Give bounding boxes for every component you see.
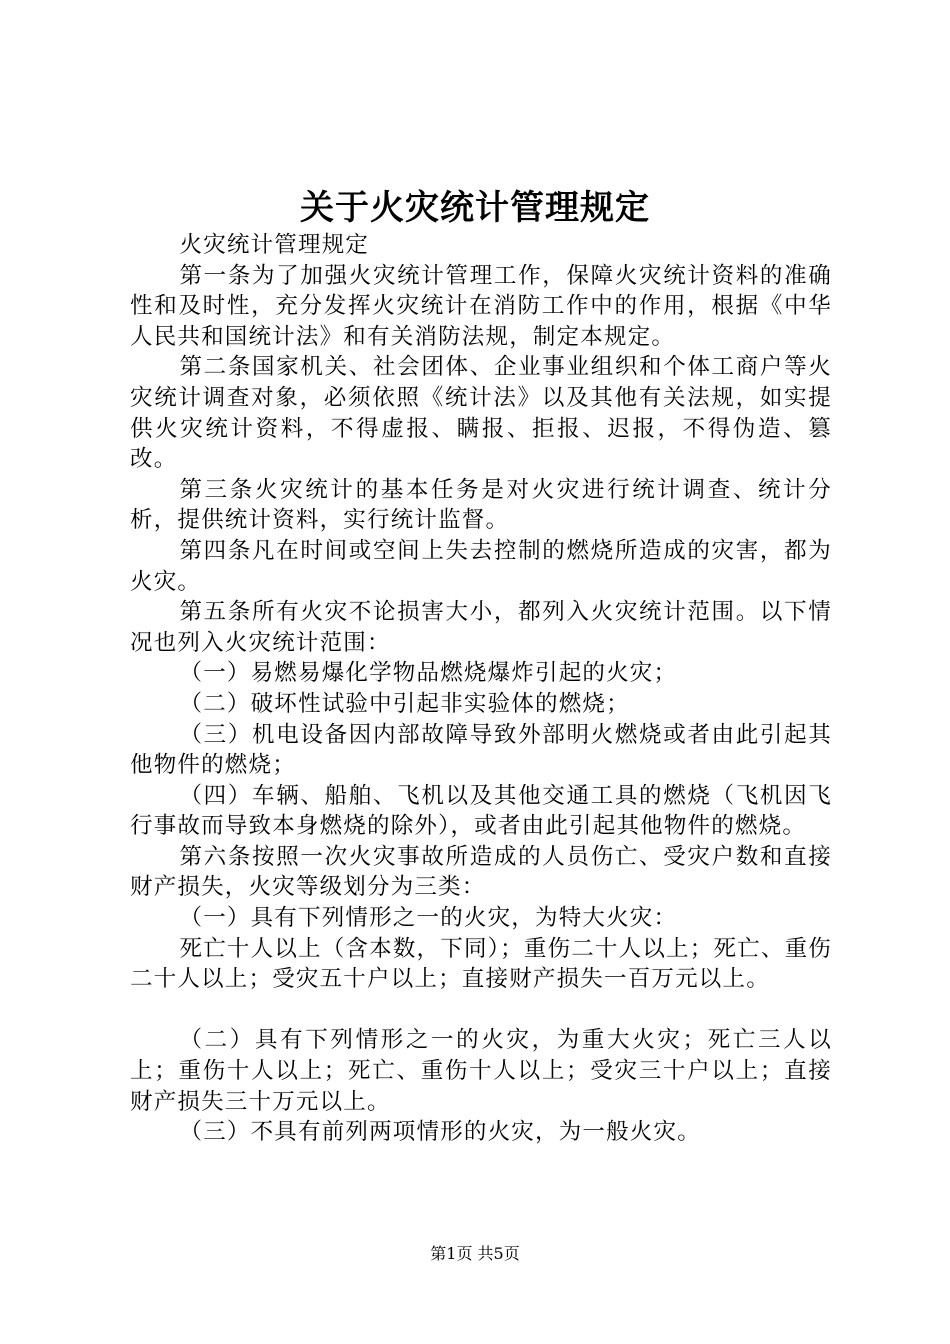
paragraph: （一）易燃易爆化学物品燃烧爆炸引起的火灾；: [179, 660, 678, 687]
paragraph: （四）车辆、船舶、飞机以及其他交通工具的燃烧（飞机因飞行事故而导致本身燃烧的除外），或者由此引起其他物件的燃烧。: [130, 782, 832, 840]
blank-line: [130, 995, 832, 1026]
paragraph: （三）不具有前列两项情形的火灾，为一般火灾。: [179, 1119, 701, 1146]
paragraph: （二）破坏性试验中引起非实验体的燃烧；: [179, 690, 630, 717]
paragraph: 第五条所有火灾不论损害大小，都列入火灾统计范围。以下情况也列入火灾统计范围：: [130, 599, 832, 656]
page-footer: 第1页 共5页: [430, 1244, 520, 1263]
paragraph: 第一条为了加强火灾统计管理工作，保障火灾统计资料的准确性和及时性，充分发挥火灾统计在消防工作中的作用，根据《中华人民共和国统计法》和有关消防法规，制定本规定。: [130, 262, 832, 350]
paragraph: 第四条凡在时间或空间上失去控制的燃烧所造成的灾害，都为火灾。: [130, 537, 832, 595]
paragraph: 第六条按照一次火灾事故所造成的人员伤亡、受灾户数和直接财产损失，火灾等级划分为三类：: [130, 843, 832, 901]
paragraph: （二）具有下列情形之一的火灾，为重大火灾；死亡三人以上；重伤十人以上；死亡、重伤十人以上；受灾三十户以上；直接财产损失三十万元以上。: [130, 1027, 832, 1115]
paragraph: （三）机电设备因内部故障导致外部明火燃烧或者由此引起其他物件的燃烧；: [130, 721, 832, 779]
paragraph: 火灾统计管理规定: [179, 232, 370, 258]
document-body: [130, 230, 832, 1148]
paragraph: （一）具有下列情形之一的火灾，为特大火灾：: [179, 905, 678, 932]
document-title: 关于火灾统计管理规定: [300, 188, 650, 228]
paragraph: 死亡十人以上（含本数，下同）；重伤二十人以上；死亡、重伤二十人以上；受灾五十户以上；直接财产损失一百万元以上。: [130, 935, 832, 993]
paragraph: 第二条国家机关、社会团体、企业事业组织和个体工商户等火灾统计调查对象，必须依照《统计法》以及其他有关法规，如实提供火灾统计资料，不得虚报、瞒报、拒报、迟报，不得伪造、篡改。: [130, 354, 832, 473]
paragraph: 第三条火灾统计的基本任务是对火灾进行统计调查、统计分析，提供统计资料，实行统计监督。: [130, 476, 832, 534]
